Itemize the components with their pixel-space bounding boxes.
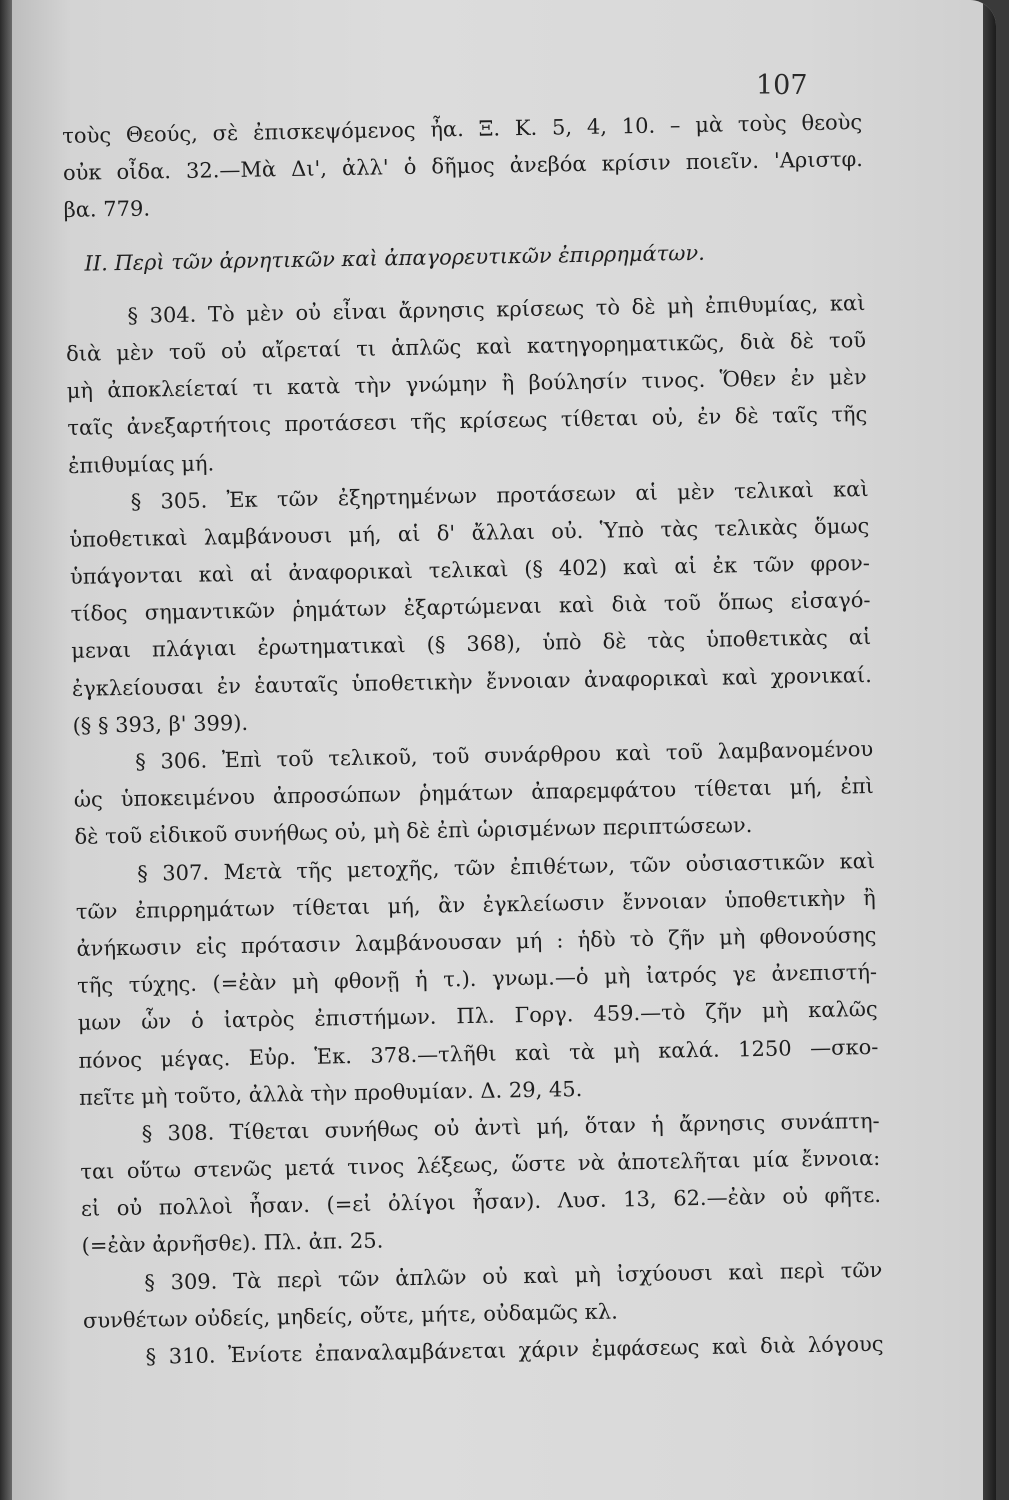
text-line: ὡς ὑποκειμένου ἀπροσώπων ῥημάτων ἀπαρεμφάτου τίθεται μή, ἐπὶ (73, 774, 874, 813)
page-text (62, 104, 884, 1377)
text-line: ἐπιθυμίας μή. (67, 450, 215, 478)
text-line: εἰ οὐ πολλοὶ ἦσαν. (=εἰ ὀλίγοι ἦσαν). Λυσ. 13, 62.—ἐὰν οὐ φῆτε. (80, 1183, 882, 1222)
text-line: μων ὧν ὁ ἰατρὸς ἐπιστήμων. Πλ. Γοργ. 459.—τὸ ζῆν μὴ καλῶς (77, 997, 878, 1036)
text-line: τοὺς Θεούς, σὲ ἐπισκεψόμενος ἦα. Ξ. Κ. 5, 4, 10. – μὰ τοὺς θεοὺς (62, 110, 863, 148)
text-line: συνθέτων οὐδείς, μηδείς, οὔτε, μήτε, οὐδαμῶς κλ. (82, 1299, 618, 1333)
paragraph-310-start: § 310. Ἐνίοτε ἐπαναλαμβάνεται χάριν ἐμφάσεως καὶ διὰ λόγους (145, 1331, 884, 1369)
text-line: βα. 779. (63, 196, 151, 223)
text-line: ἐγκλείουσαι ἐν ἑαυταῖς ὑποθετικὴν ἔννοιαν ἀναφορικαὶ καὶ χρονικαί. (71, 662, 873, 701)
left-binding-edge (0, 0, 12, 1500)
text-line: (=ἐὰν ἀρνῆσθε). Πλ. ἀπ. 25. (81, 1229, 384, 1259)
text-line: ἀνήκωσιν εἰς πρότασιν λαμβάνουσαν μή : ἡδὺ τὸ ζῆν μὴ φθονούσης (76, 922, 877, 961)
paragraph-307-start: § 307. Μετὰ τῆς μετοχῆς, τῶν ἐπιθέτων, τῶν οὐσιαστικῶν καὶ (136, 848, 876, 886)
text-line: τίδος σημαντικῶν ῥημάτων ἐξαρτώμεναι καὶ διὰ τοῦ ὅπως εἰσαγό- (70, 588, 871, 627)
text-line: ὑποθετικαὶ λαμβάνουσι μή, αἱ δ' ἄλλαι οὐ. Ὑπὸ τὰς τελικὰς ὅμως (69, 513, 870, 552)
text-line: δὲ τοῦ εἰδικοῦ συνήθως οὐ, μὴ δὲ ἐπὶ ὡρισμένων περιπτώσεων. (74, 813, 753, 850)
text-line: ὑπάγονται καὶ αἱ ἀναφορικαὶ τελικαὶ (§ 402) καὶ αἱ ἐκ τῶν φρον- (69, 551, 871, 589)
paragraph-305-start: § 305. Ἐκ τῶν ἐξηρτημένων προτάσεων αἱ μὲν τελικαὶ καὶ (130, 476, 869, 514)
paragraph-306-start: § 306. Ἐπὶ τοῦ τελικοῦ, τοῦ συνάρθρου καὶ τοῦ λαμβανομένου (135, 736, 874, 774)
paragraph-309-start: § 309. Τὰ περὶ τῶν ἁπλῶν οὐ καὶ μὴ ἰσχύουσι καὶ περὶ τῶν (144, 1257, 883, 1295)
right-page-edge (983, 0, 996, 1500)
text-line: μὴ ἀποκλείεταί τι κατὰ τὴν γνώμην ἢ βούλησίν τινος. Ὅθεν ἐν μὲν (66, 365, 867, 404)
text-line: οὐκ οἶδα. 32.—Μὰ Δι', ἀλλ' ὁ δῆμος ἀνεβόα κρίσιν ποιεῖν. 'Αριστφ. (62, 147, 864, 186)
text-line: τῶν ἐπιρρημάτων τίθεται μή, ἂν ἐγκλείωσιν ἔννοιαν ὑποθετικὴν ἢ (75, 885, 876, 924)
page-number: 107 (756, 70, 808, 101)
paragraph-308-start: § 308. Τίθεται συνήθως οὐ ἀντὶ μή, ὅταν ἡ ἄρνησις συνάπτη- (141, 1108, 880, 1146)
section-heading: II. Περὶ τῶν ἀρνητικῶν καὶ ἀπαγορευτικῶν ἐπιρρημάτων. (84, 240, 706, 276)
paragraph-304-start: § 304. Τὸ μὲν οὐ εἶναι ἄρνησις κρίσεως τὸ δὲ μὴ ἐπιθυμίας, καὶ (127, 290, 866, 328)
text-line: ται οὕτω στενῶς μετά τινος λέξεως, ὥστε νὰ ἀποτελῆται μία ἔννοια: (80, 1145, 881, 1184)
text-line: πεῖτε μὴ τοῦτο, ἀλλὰ τὴν προθυμίαν. Δ. 29, 45. (78, 1076, 583, 1110)
text-line: διὰ μὲν τοῦ οὐ αἴρεταί τι ἁπλῶς καὶ κατηγορηματικῶς, διὰ δὲ τοῦ (65, 327, 867, 366)
text-line: ταῖς ἀνεξαρτήτοις προτάσεσι τῆς κρίσεως τίθεται οὐ, ἐν δὲ ταῖς τῆς (67, 402, 868, 441)
text-line: (§ § 393, β' 399). (72, 710, 249, 738)
text-line: πόνος μέγας. Εὐρ. Ἑκ. 378.—τλῆθι καὶ τὰ μὴ καλά. 1250 —σκο- (78, 1034, 879, 1073)
book-page (12, 0, 996, 1500)
text-line: τῆς τύχης. (=ἐὰν μὴ φθονῇ ἡ τ.). γνωμ.—ὁ μὴ ἰατρός γε ἀνεπιστή- (76, 960, 878, 998)
text-line: μεναι πλάγιαι ἐρωτηματικαὶ (§ 368), ὑπὸ δὲ τὰς ὑποθετικὰς αἱ (71, 625, 872, 664)
